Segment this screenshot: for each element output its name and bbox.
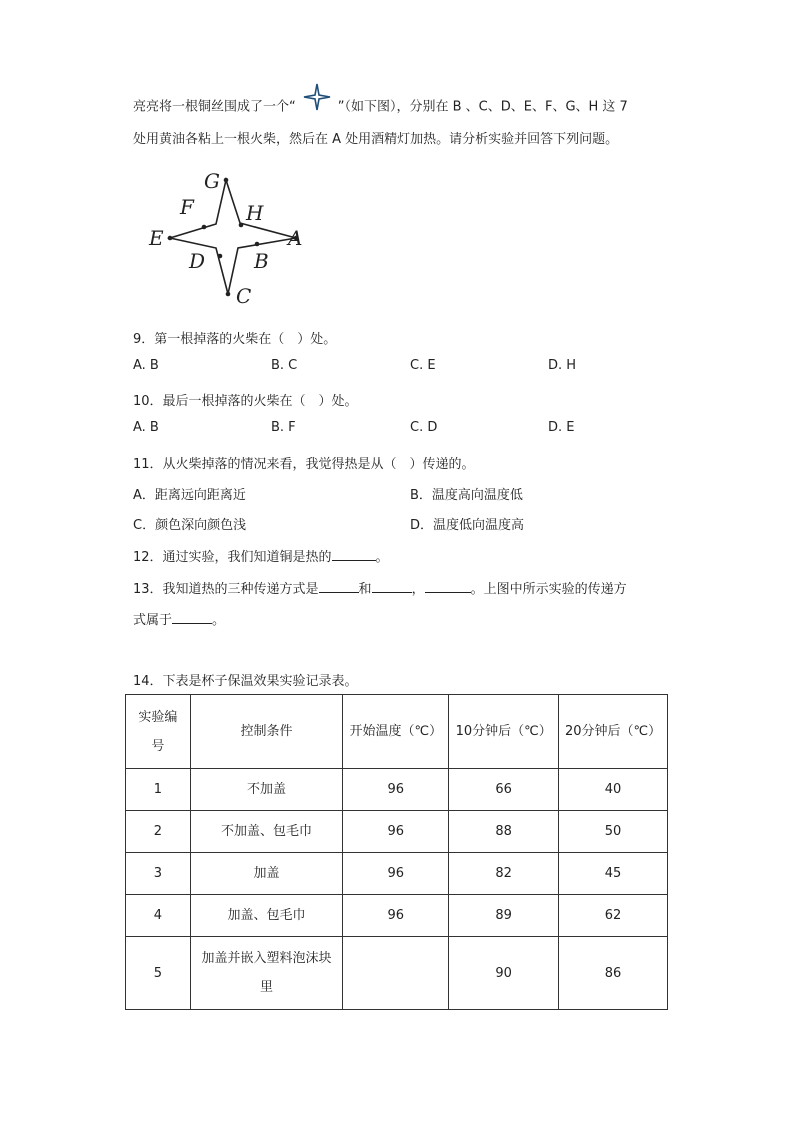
table-row: [126, 895, 668, 937]
table-cell: 不加盖: [190, 769, 343, 811]
table-cell: 96: [343, 853, 449, 895]
q12-text-b: 。: [375, 550, 389, 565]
star-shape-icon: [302, 82, 332, 112]
header-cell: 10分钟后（℃）: [449, 695, 559, 769]
label-a: A: [288, 226, 303, 250]
table-cell: 2: [126, 811, 191, 853]
point-d: [218, 254, 223, 259]
q10-stem: 10．最后一根掉落的火柴在（ ）处。: [133, 394, 358, 409]
q13-line-2: [133, 609, 225, 628]
intro-text-b: ”（如下图），分别在 B 、C、D、E、F、G、H 这 7: [337, 99, 628, 115]
q11-option-d[interactable]: D．温度低向温度高: [410, 518, 525, 533]
table-header-row: [126, 695, 668, 769]
table-cell: 96: [343, 811, 449, 853]
table-cell: 82: [449, 853, 559, 895]
cup-insulation-record-table: [125, 694, 668, 1010]
q11-option-c[interactable]: C．颜色深向颜色浅: [133, 518, 247, 533]
q13-text-b: 和: [358, 582, 372, 597]
table-cell: 45: [559, 853, 668, 895]
table-row: [126, 853, 668, 895]
q13-answer-blank-3[interactable]: [425, 578, 471, 593]
table-cell: 1: [126, 769, 191, 811]
point-h: [239, 223, 244, 228]
header-cell: 控制条件: [190, 695, 343, 769]
label-g: G: [204, 169, 220, 193]
intro-line-2: 处用黄油各粘上一根火柴，然后在 A 处用酒精灯加热。请分析实验并回答下列问题。: [133, 132, 619, 147]
q13-text-line2: 式属于: [133, 613, 173, 628]
table-cell: 88: [449, 811, 559, 853]
point-e: [168, 236, 173, 241]
header-cell: 20分钟后（℃）: [559, 695, 668, 769]
table-cell: 96: [343, 895, 449, 937]
table-cell: 加盖: [190, 853, 343, 895]
table-row: [126, 937, 668, 1010]
copper-wire-star-figure: [146, 168, 310, 308]
label-b: B: [254, 249, 269, 273]
label-d: D: [189, 249, 206, 273]
label-e: E: [149, 226, 164, 250]
table-cell: 40: [559, 769, 668, 811]
q13-answer-blank-1[interactable]: [319, 578, 359, 593]
point-c: [226, 292, 231, 297]
table-cell: 不加盖、包毛巾: [190, 811, 343, 853]
point-f: [202, 225, 207, 230]
table-row: [126, 811, 668, 853]
q13-text-e: 。: [212, 613, 226, 628]
q13-answer-blank-4[interactable]: [172, 609, 212, 624]
q9-option-a[interactable]: A. B: [133, 358, 159, 373]
q11-option-b[interactable]: B．温度高向温度低: [410, 488, 523, 503]
q9-option-c[interactable]: C. E: [410, 358, 436, 373]
table-cell: 5: [126, 937, 191, 1010]
table-cell: 62: [559, 895, 668, 937]
intro-line-1: [133, 92, 628, 122]
table-cell: 4: [126, 895, 191, 937]
table-cell: 90: [449, 937, 559, 1010]
table-cell: 3: [126, 853, 191, 895]
q9-stem: 9．第一根掉落的火柴在（ ）处。: [133, 332, 337, 347]
table-row: [126, 769, 668, 811]
q13-line-1: [133, 578, 627, 597]
q14-stem: 14．下表是杯子保温效果实验记录表。: [133, 674, 358, 689]
q13-text-d: 。上图中所示实验的传递方: [470, 582, 627, 597]
header-cell: 开始温度（℃）: [343, 695, 449, 769]
table-cell: 86: [559, 937, 668, 1010]
label-c: C: [236, 284, 252, 308]
q13-answer-blank-2[interactable]: [372, 578, 412, 593]
q13-text-c: ，: [411, 582, 425, 597]
q12-line: [133, 546, 389, 565]
table-cell: 加盖、包毛巾: [190, 895, 343, 937]
point-g: [224, 178, 229, 183]
table-cell: 加盖并嵌入塑料泡沫块里: [190, 937, 343, 1010]
intro-text-a: 亮亮将一根铜丝围成了一个“: [133, 99, 296, 115]
q12-text-a: 12．通过实验，我们知道铜是热的: [133, 550, 332, 565]
q11-stem: 11．从火柴掉落的情况来看，我觉得热是从（ ）传递的。: [133, 457, 475, 472]
table-cell: 96: [343, 769, 449, 811]
point-b: [255, 242, 260, 247]
table-cell: [343, 937, 449, 1010]
q10-option-a[interactable]: A. B: [133, 420, 159, 435]
label-f: F: [180, 195, 194, 219]
q9-option-b[interactable]: B. C: [271, 358, 298, 373]
q10-option-c[interactable]: C. D: [410, 420, 438, 435]
header-cell: 实验编号: [126, 695, 191, 769]
q11-option-a[interactable]: A．距离远向距离近: [133, 488, 246, 503]
q10-option-d[interactable]: D. E: [548, 420, 575, 435]
table-cell: 50: [559, 811, 668, 853]
q12-answer-blank[interactable]: [332, 546, 376, 561]
q9-option-d[interactable]: D. H: [548, 358, 577, 373]
q13-text-a: 13．我知道热的三种传递方式是: [133, 582, 319, 597]
label-h: H: [246, 201, 264, 225]
table-cell: 89: [449, 895, 559, 937]
table-cell: 66: [449, 769, 559, 811]
q10-option-b[interactable]: B. F: [271, 420, 296, 435]
